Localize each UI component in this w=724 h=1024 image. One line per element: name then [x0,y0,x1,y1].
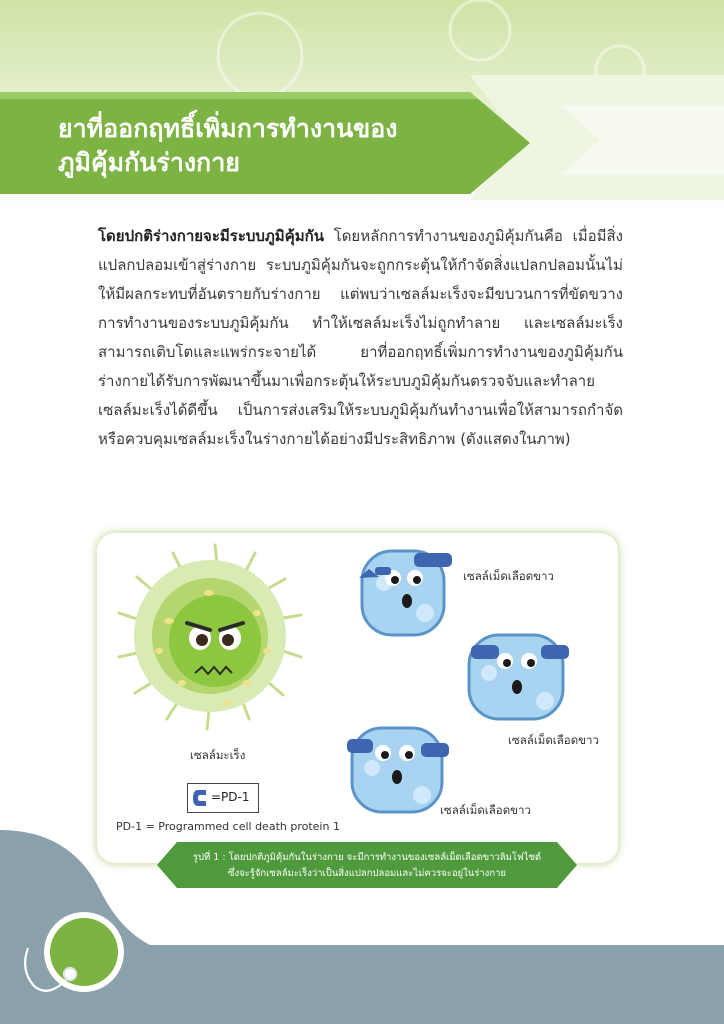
white-blood-cell-3 [347,728,449,812]
pd1-legend: PD-1 = Programmed cell death protein 1 [116,820,340,833]
label-white-blood-cell-3: เซลล์เม็ดเลือดขาว [440,803,531,817]
page-title-line-2: ภูมิคุ้มกันร่างกาย [58,148,240,177]
pd1-key-text: =PD-1 [211,790,250,804]
figure-caption-line-2: ซึ่งจะรู้จักเซลล์มะเร็งว่าเป็นสิ่งแปลกปลอมและไม่ควรจะอยู่ในร่างกาย [228,868,506,879]
cancer-cell-illustration [119,545,301,729]
page-title-line-1: ยาที่ออกฤทธิ์เพิ่มการทำงานของ [58,114,398,143]
label-cancer-cell: เซลล์มะเร็ง [190,748,246,762]
body-lead-text: โดยปกติร่างกายจะมีระบบภูมิคุ้มกัน [98,227,324,245]
label-white-blood-cell-1: เซลล์เม็ดเลือดขาว [463,569,554,583]
white-blood-cell-2 [469,635,569,719]
figure-caption-line-1: รูปที่ 1 : โดยปกติภูมิคุ้มกันในร่างกาย จะมีการทำงานของเซลล์เม็ดเลือดขาวลิมโฟไซต์ [192,852,542,863]
label-white-blood-cell-2: เซลล์เม็ดเลือดขาว [508,733,599,747]
body-paragraph [98,222,623,454]
white-blood-cell-1 [359,551,452,635]
footer-decoration [0,830,724,1024]
body-main-text: โดยหลักการทำงานของภูมิคุ้มกันคือ เมื่อมีสิ่งแปลกปลอมเข้าสู่ร่างกาย ระบบภูมิคุ้มกันจะถูกกระตุ้นให้กำจัดสิ่งแปลกปลอมนั้นไม่ให้มีผลกระทบที่อันตรายกับร่างกาย แต่พบว่าเซลล์มะเร็งจะมีขบวนการที่ขัดขวางการทำงานของระบบภูมิคุ้มกัน ทำให้เซลล์มะเร็งไม่ถูกทำลาย และเซลล์มะเร็งสามารถเติบโตและแพร่กระจายได้ ยาที่ออกฤทธิ์เพิ่มการทำงานของภูมิคุ้มกันร่างกายได้รับการพัฒนาขึ้นมาเพื่อกระตุ้นให้ระบบภูมิคุ้มกันตรวจจับและทำลายเซลล์มะเร็งได้ดีขึ้น เป็นการส่งเสริมให้ระบบภูมิคุ้มกันทำงานเพื่อให้สามารถกำจัด หรือควบคุมเซลล์มะเร็งในร่างกายได้อย่างมีประสิทธิภาพ (ดังแสดงในภาพ) [98,227,623,448]
